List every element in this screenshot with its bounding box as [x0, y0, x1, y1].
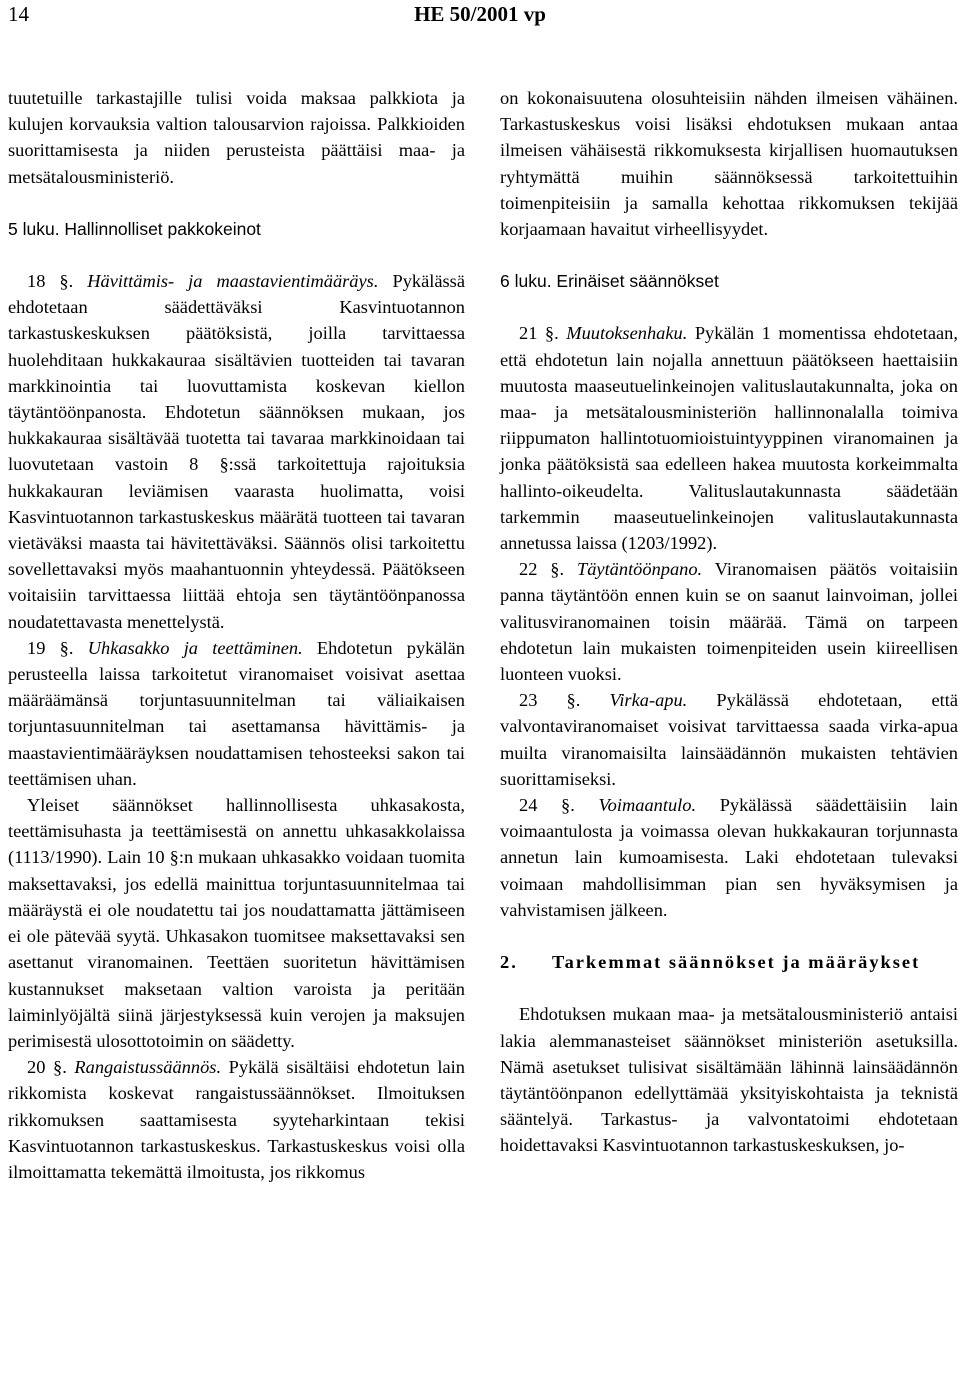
- page-header: [0, 0, 960, 30]
- paragraph-general-provisions: Yleiset säännökset hallinnollisesta uhkasakosta, teettämisuhasta ja teettämisestä on annettu uhkasakkolaissa (1113/1990). Lain 10 §:n mukaan uhkasakko voidaan tuomita maksettavaksi, jos edellä mainittua torjuntasuunnitelmaa tai määräystä ei ole noudatettu tai jos noudattamatta jättämiseen ei ole pätevää syytä. Uhkasakon tuomitsee maksettavaksi sen asettanut viranomainen. Teettäen suoritetun hävittämisen kustannukset maksetaan valtion varoista ja peritään laiminlyöjältä siinä järjestyksessä kuin verojen ja maksujen perimisestä ulosottotoimin on säädetty.: [8, 795, 465, 1051]
- section-22-title: Täytäntöönpano.: [576, 559, 703, 580]
- section-19-number: 19 §.: [27, 637, 74, 658]
- section-23: [500, 687, 958, 792]
- page-number: 14: [8, 2, 29, 26]
- chapter-6-heading: 6 luku. Erinäiset säännökset: [500, 271, 719, 292]
- paragraph-detailed-provisions: Ehdotuksen mukaan maa- ja metsätalousministeriö antaisi lakia alemmanasteiset säännökset ministeriön asetuksilla. Nämä asetukset tulisivat sisältämään lähinnä lainsäädännön täytäntöönpanon edellyttämää yksityiskohtaista ja teknistä sääntelyä. Tarkastus- ja valvontatoimi ehdotetaan hoidettavaksi Kasvintuotannon tarkastuskeskuksen, jo-: [500, 1004, 958, 1156]
- section-18-text: Pykälässä ehdotetaan säädettäväksi Kasvintuotannon tarkastuskeskuksen päätöksistä, joilla tarvittaessa huolehditaan hukkakauraa sisältävien tuotteiden tai tavaran markkinointia tai luovuttamista koskevan kiellon täytäntöönpanosta. Ehdotetun säännöksen mukaan, jos hukkakauraa sisältävää tuotetta tai tavaraa markkinoidaan tai luovutetaan vastoin 8 §:ssä tarkoitettuja rajoituksia hukkakauran leviämisen vaarasta huolimatta, voisi Kasvintuotannon tarkastuskeskus määrätä tuotteen tai tavaran vietäväksi maasta tai hävitettäväksi. Säännös olisi tarkoitettu sovellettavaksi myös maahantuonnin yhteydessä. Päätökseen voitaisiin tarvittaessa liittää ehtoja sen täytäntöönpanossa noudatettavasta menettelystä.: [8, 271, 465, 632]
- section-2-title: Tarkemmat säännökset ja määräykset: [552, 952, 921, 973]
- paragraph-minor-offence: on kokonaisuutena olosuhteisiin nähden ilmeisen vähäinen. Tarkastuskeskus voisi lisäksi ehdotuksen mukaan antaa ilmeisen vähäisestä rikkomuksesta kirjallisen huomautuksen ryhtymättä muihin säännöksessä tarkoitettuihin toimenpiteisiin ja samalla kehottaa rikkomuksen tekijää korjaamaan havaitut virheellisyydet.: [500, 88, 958, 240]
- section-24-text: Pykälässä säädettäisiin lain voimaantulosta ja voimassa olevan hukkakauran torjunnasta annetun lain kumoamisesta. Laki ehdotetaan tulevaksi voimaan mahdollisimman pian sen hyväksymisen ja vahvistamisen jälkeen.: [500, 795, 958, 920]
- chapter-5-heading: 5 luku. Hallinnolliset pakkokeinot: [8, 218, 261, 239]
- section-23-number: 23 §.: [519, 690, 581, 711]
- section-20: [8, 1054, 465, 1185]
- section-18-number: 18 §.: [27, 271, 74, 292]
- section-23-title: Virka-apu.: [609, 690, 688, 711]
- section-24-title: Voimaantulo.: [598, 795, 697, 816]
- section-22-number: 22 §.: [519, 559, 565, 580]
- document-reference: HE 50/2001 vp: [414, 2, 546, 26]
- section-18-title: Hävittämis- ja maastavientimääräys.: [87, 271, 379, 292]
- paragraph-rewards: tuutetuille tarkastajille tulisi voida maksaa palkkiota ja kulujen korvauksia valtion talousarvion rajoissa. Palkkioiden suorittamisesta ja niiden perusteista päättäisi maa- ja metsätalousministeriö.: [8, 88, 465, 187]
- section-21: [500, 320, 958, 556]
- section-20-text: Pykälä sisältäisi ehdotetun lain rikkomista koskevat rangaistussäännökset. Ilmoituksen rikkomuksen saattamisesta syyteharkintaan tekisi Kasvintuotannon tarkastuskeskus. Tarkastuskeskus voisi olla ilmoittamatta tekemättä ilmoitusta, jos rikkomus: [8, 1057, 465, 1182]
- section-21-title: Muutoksenhaku.: [566, 323, 688, 344]
- section-18: [8, 268, 465, 635]
- section-19-text: Ehdotetun pykälän perusteella laissa tarkoitetut viranomaiset voisivat asettaa määräämänsä torjuntasuunnitelman tai väliaikaisen torjuntasuunnitelman tai asettamansa hävittämis- ja maastavientimääräyksen noudattamisen tehosteeksi sakon tai teettämisen uhan.: [8, 637, 465, 789]
- section-19-title: Uhkasakko ja teettäminen.: [87, 637, 303, 658]
- section-20-title: Rangaistussäännös.: [74, 1057, 222, 1078]
- section-24: [500, 792, 958, 923]
- section-24-number: 24 §.: [519, 795, 575, 816]
- section-22-text: Viranomaisen päätös voitaisiin panna täytäntöön ennen kuin se on saanut lainvoiman, jollei valitusviranomainen toisin määrää. Tämä on tarpeen ehdotetun lain mukaisten toimenpiteiden usein kiireellisen luonteen vuoksi.: [500, 559, 958, 685]
- section-2-heading: [500, 949, 958, 975]
- left-column: [8, 85, 465, 1185]
- section-20-number: 20 §.: [27, 1057, 67, 1078]
- section-2-number: 2.: [500, 952, 518, 973]
- section-19: [8, 635, 465, 792]
- right-column: [500, 85, 958, 1159]
- section-22: [500, 556, 958, 687]
- section-23-text: Pykälässä ehdotetaan, että valvontaviranomaiset voisivat tarvittaessa saada virka-apua muilta viranomaisilta lainsäädännön mukaisten tehtävien suorittamiseksi.: [500, 690, 958, 789]
- section-21-number: 21 §.: [519, 323, 559, 344]
- section-21-text: Pykälän 1 momentissa ehdotetaan, että ehdotetun lain nojalla annettuun päätökseen haettaisiin muutosta maaseutuelinkeinojen valituslautakunnalta, joka on maa- ja metsätalousministeriön hallinnonalalla toimiva riippumaton hallintotuomioistuintyyppinen viranomainen ja jonka päätöksistä saa edelleen hakea muutosta korkeimmalta hallinto-oikeudelta. Valituslautakunnasta säädetään tarkemmin maaseutuelinkeinojen valituslautakunnasta annetussa laissa (1203/1992).: [500, 323, 958, 554]
